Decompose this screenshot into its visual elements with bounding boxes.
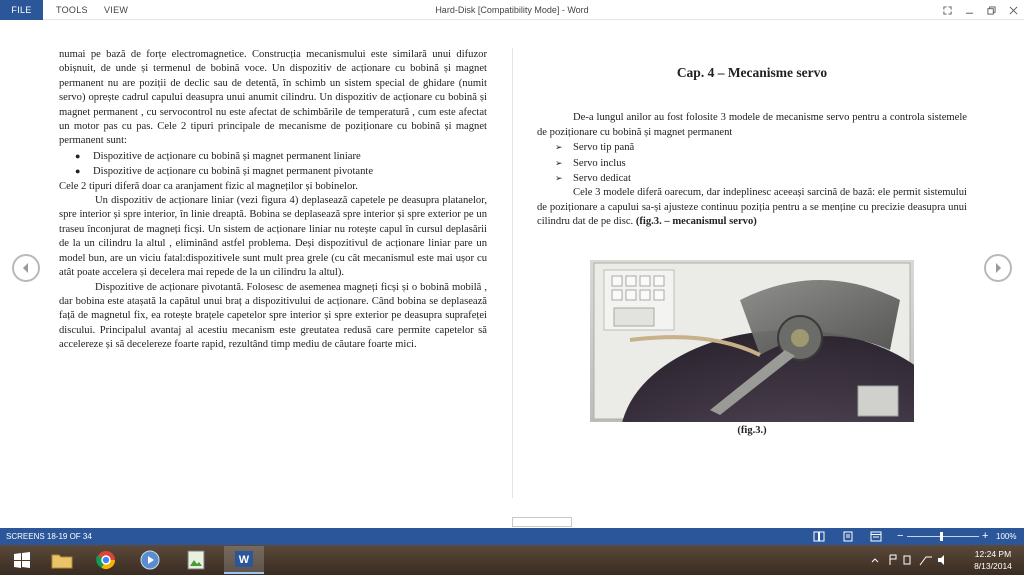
- print-layout-icon[interactable]: [842, 531, 854, 542]
- chrome-taskbar-button[interactable]: [86, 546, 126, 574]
- restore-button[interactable]: [980, 0, 1002, 20]
- zoom-out-button[interactable]: −: [897, 530, 904, 542]
- list-item: ● Dispozitive de acționare cu bobină și magnet permanent pivotante: [75, 166, 374, 178]
- paragraph: numai pe bază de forțe electromagnetice. Construcția mecanismului este similară unui difuzor obișnuit, de unde și termenul de bobină voce. Un dispozitiv de acționare cu bobină și magnet permanent nu are poziții de declic sau de detentă, în schimb un sistem special de ghidare (numit servo) oprește cadrul capului deasupra unui anumit cilindru. Un dispozitiv de acționare cu bobină și magnet permanent , cu servocontrol nu este afectat de schimbările de temperatură , cum este afectat un motor pas cu pas. Cele 2 tipuri principale de mecanisme de poziționare cu bobină și magnet permanent sunt:: [59, 49, 487, 147]
- arrow-bullet-icon: ➢: [555, 157, 563, 168]
- paragraph: De-a lungul anilor au fost folosite 3 modele de mecanisme servo pentru a controla sistemele de poziționare cu bobină și magnet permanent: [537, 112, 967, 138]
- paragraph: Cele 3 modele diferă oarecum, dar indeplinesc aceeași sarcină de bază: ele permit sistemului de poziționare a capului sa-și ajusteze continuu poziția pentru a se menține cu precizie deasupra unui cilindru dat de pe disc. (fig.3. – mecanismul servo): [537, 187, 967, 228]
- system-tray: [870, 545, 950, 575]
- bullet-icon: ●: [75, 166, 81, 177]
- fullscreen-icon[interactable]: [936, 0, 958, 20]
- horizontal-scrollbar[interactable]: [512, 517, 572, 527]
- tab-tools[interactable]: TOOLS: [56, 5, 88, 15]
- svg-text:W: W: [238, 554, 250, 566]
- folder-icon: [51, 551, 73, 569]
- windows-logo-icon: [13, 551, 31, 569]
- clock-time: 12:24 PM: [974, 549, 1012, 559]
- figure-caption: (fig.3.): [737, 425, 767, 436]
- zoom-in-button[interactable]: +: [982, 530, 989, 542]
- list-item: ➢ Servo tip pană: [555, 142, 635, 154]
- left-page: [59, 48, 487, 353]
- word-taskbar-button[interactable]: [224, 546, 264, 574]
- system-clock[interactable]: [966, 548, 1020, 572]
- paragraph: Un dispozitiv de acționare liniar (vezi figura 4) deplasează capetele pe deasupra platanelor, spre interior și spre interior, în linie dreaptă. Bobina se deplasează spre interior și spre exterior pe un traseu înconjurat de magneți ficși. Un sistem de acționare liniar nu rotește capul în cursul deplasării de la un cilindru la altul , eliminând astfel problema. Deși dispozitivul de acționare liniar pare un model bun, are un viciu fatal:dispozitivele sunt mult prea grele (cu cât mecanismul este mai ușor cu atât poate accelera și decelera mai repede de la un cilindru la altul).: [59, 195, 487, 279]
- word-icon: [234, 549, 254, 569]
- paragraph: Dispozitive de acționare pivotantă. Folosesc de asemenea magneți ficși și o bobină mobilă , dar bobina este atașată la capătul unui braț a dispozitivului de acționare. Când bobina se deplasează față de magnetul fix, ea rotește brațele capetelor spre interior și spre exterior pe deasupra suprafeței discului. Principalul avantaj al acestiu mecanism este greutatea redusă care permite capetelor să accelereze și să decelereze foarte rapid, rezultând timp mediu de căutare foarte mici.: [59, 281, 487, 351]
- screens-indicator[interactable]: SCREENS 18-19 OF 34: [6, 532, 92, 541]
- tab-view[interactable]: VIEW: [104, 5, 129, 15]
- arrow-bullet-icon: ➢: [555, 142, 563, 153]
- list-item: ➢ Servo dedicat: [555, 173, 631, 185]
- tray-icons[interactable]: [870, 553, 950, 567]
- zoom-slider[interactable]: [907, 536, 979, 537]
- hard-disk-photo: [590, 260, 914, 422]
- minimize-button[interactable]: [958, 0, 980, 20]
- paragraph: Cele 2 tipuri diferă doar ca aranjament fizic al magneților și bobinelor.: [59, 180, 358, 192]
- media-player-taskbar-button[interactable]: [130, 546, 170, 574]
- arrow-bullet-icon: ➢: [555, 173, 563, 184]
- taskbar: [0, 545, 1024, 575]
- title-bar: [0, 0, 1024, 20]
- list-item: ● Dispozitive de acționare cu bobină și magnet permanent liniare: [75, 150, 361, 162]
- chevron-left-icon: [20, 262, 32, 274]
- photo-icon: [187, 550, 205, 570]
- next-page-button[interactable]: [984, 254, 1012, 282]
- chapter-title: Cap. 4 – Mecanisme servo: [676, 65, 828, 80]
- close-button[interactable]: [1002, 0, 1024, 20]
- media-player-icon: [140, 550, 160, 570]
- zoom-level[interactable]: 100%: [996, 532, 1017, 541]
- read-mode-icon[interactable]: [813, 531, 825, 542]
- chevron-right-icon: [992, 262, 1004, 274]
- zoom-slider-thumb[interactable]: [940, 532, 943, 541]
- previous-page-button[interactable]: [12, 254, 40, 282]
- file-explorer-taskbar-button[interactable]: [42, 546, 82, 574]
- chrome-icon: [96, 550, 116, 570]
- start-button[interactable]: [2, 546, 42, 574]
- file-tab[interactable]: FILE: [0, 0, 43, 20]
- figure-reference: (fig.3. – mecanismul servo): [635, 216, 757, 228]
- bullet-icon: ●: [75, 150, 81, 161]
- page-divider: [512, 48, 513, 498]
- right-page: [537, 66, 967, 230]
- status-bar: [0, 528, 1024, 545]
- web-layout-icon[interactable]: [870, 531, 882, 542]
- photo-app-taskbar-button[interactable]: [176, 546, 216, 574]
- clock-date: 8/13/2014: [974, 561, 1012, 571]
- window-title: Hard-Disk [Compatibility Mode] - Word: [435, 5, 589, 15]
- list-item: ➢ Servo inclus: [555, 157, 626, 169]
